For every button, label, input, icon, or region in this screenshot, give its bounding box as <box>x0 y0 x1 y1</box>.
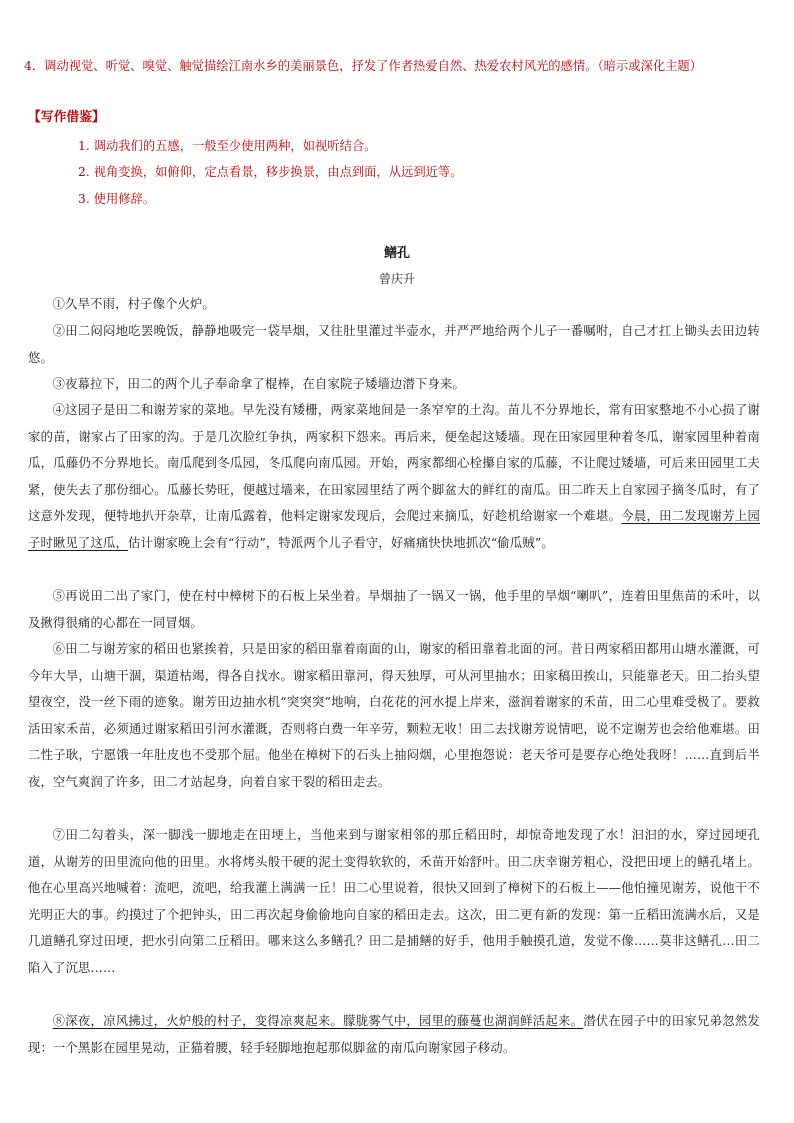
writing-tips-heading: 【写作借鉴】 <box>28 110 105 125</box>
paragraph-4-text-end: 估计谢家晚上会有“行动”，特派两个儿子看守，好痛痛快快地抓次“偷瓜贼”。 <box>127 535 554 550</box>
paragraph-4-text: ④这园子是田二和谢芳家的菜地。早先没有矮栅，两家菜地间是一条窄窄的土沟。苗儿不分界地长，常有田家整地不小心损了谢家的苗，谢家占了田家的沟。于是几次脸红争执，两家积下怨来。再后来，便垒起这矮墙。现在田家园里种着冬瓜，谢家园里种着南瓜，瓜藤仍不分界地长。南瓜爬到冬瓜园，冬瓜爬向南瓜园。开始，两家都细心栓攥自家的瓜藤，不让爬过矮墙，可后来田园里工夫紧，使失去了那份细心。瓜藤长势旺，便越过墙来，在田家园里结了两个脚盆大的鲜红的南瓜。田二昨天上自家园子摘冬瓜时，有了这意外发现，便特地扒开杂草，让南瓜露着，他料定谢家发现后，会爬过来摘瓜，好趁机给谢家一个难堪。 <box>28 403 760 523</box>
article-paragraph-1: ①久旱不雨，村子像个火炉。 <box>52 297 216 311</box>
article-paragraph-8 <box>28 1008 760 1061</box>
writing-tip-item: 3. 使用修辞。 <box>78 192 156 206</box>
article-paragraph-6: ⑥田二与谢芳家的稻田也紧挨着，只是田家的稻田靠着南面的山，谢家的稻田靠着北面的河。昔日两家稻田都用山塘水灌溉，可今年大旱，山塘干涸，渠道枯竭，得各自找水。谢家稻田靠河，得天独厚，可从河里抽水；田家稿田挨山，只能靠老天。田二抬头望望夜空，没一丝下雨的迹象。谢芳田边抽水机“突突突”地响，白花花的河水提上岸来，滋润着谢家的禾苗，田二心里难受极了。要救活田家禾苗，必须通过谢家稻田引河水灌溉，否则将白费一年辛劳，颗粒无收！田二去找谢芳说情吧，说不定谢芳也会给他难堪。田二性子耿，宁愿饿一年肚皮也不受那个屈。他坐在樟树下的石头上抽闷烟，心里抱怨说：老天爷可是要存心绝处我呀！……直到后半夜，空气爽润了许多，田二才站起身，向着自家干裂的稻田走去。 <box>28 642 760 789</box>
article-paragraph-7: ⑦田二勾着头，深一脚浅一脚地走在田埂上，当他来到与谢家相邻的那丘稻田时，却惊奇地发现了水！汩汩的水，穿过园埂孔道，从谢芳的田里流向他的田里。水将烤头般干硬的泥土变得软软的，禾苗开始舒叶。田二庆幸谢芳粗心，没把田埂上的鳝孔堵上。他在心里高兴地喊着：流吧，流吧，给我灌上满满一丘！田二心里说着，很快又回到了樟树下的石板上——他怕撞见谢芳，说他干不光明正大的事。约摸过了个把钟头，田二再次起身偷偷地向自家的稻田走去。这次，田二更有新的发现：第一丘稻田流满水后，又是几道鳝孔穿过田埂，把水引向第二丘稻田。哪来这么多鳝孔？田二是捕鳝的好手，他用手触摸孔道，发觉不像……莫非这鳝孔…田二陷入了沉思…… <box>28 828 760 975</box>
article-author: 曾庆升 <box>378 272 415 286</box>
writing-tip-item: 1. 调动我们的五感，一般至少使用两种，如视听结合。 <box>78 139 377 153</box>
underlined-sentence: ⑧深夜，凉风拂过，火炉般的村子，变得凉爽起来。朦胧雾气中，园里的藤蔓也湖润鲜活起来。 <box>52 1014 584 1028</box>
article-title: 鳝孔 <box>383 246 410 261</box>
writing-tip-item: 2. 视角变换，如俯仰，定点看景，移步换景，由点到面，从远到近等。 <box>78 165 463 179</box>
article-paragraph-3: ③夜幕拉下，田二的两个儿子奉命拿了棍棒，在自家院子矮墙边潜下身来。 <box>52 377 465 391</box>
analysis-point-4: 4．调动视觉、听觉、嗅觉、触觉描绘江南水乡的美丽景色，抒发了作者热爱自然、热爱农村风光的感情。（暗示或深化主题） <box>24 59 703 73</box>
article-paragraph-5: ⑤再说田二出了家门，使在村中樟树下的石板上呆坐着。旱烟抽了一锅又一锅，他手里的旱烟“喇叭”，连着田里焦苗的禾叶，以及揪得很痛的心都在一同冒烟。 <box>28 589 760 630</box>
article-paragraph-4 <box>28 397 760 556</box>
paragraph-8-text: 潜伏在园子中的田家兄弟忽然发现：一个黑影在园里晃动，正猫着腰，轻手轻脚地抱起那似脚盆的南瓜向谢家园子移动。 <box>28 1014 760 1055</box>
article-paragraph-2: ②田二闷闷地吃罢晚饭，静静地吸完一袋旱烟，又往肚里灌过半壶水，并严严地给两个儿子一番嘱咐，自己才扛上锄头去田边转悠。 <box>28 324 760 365</box>
underlined-sentence: 今晨，田二发现谢芳上园子时瞅见了这瓜， <box>28 509 761 550</box>
